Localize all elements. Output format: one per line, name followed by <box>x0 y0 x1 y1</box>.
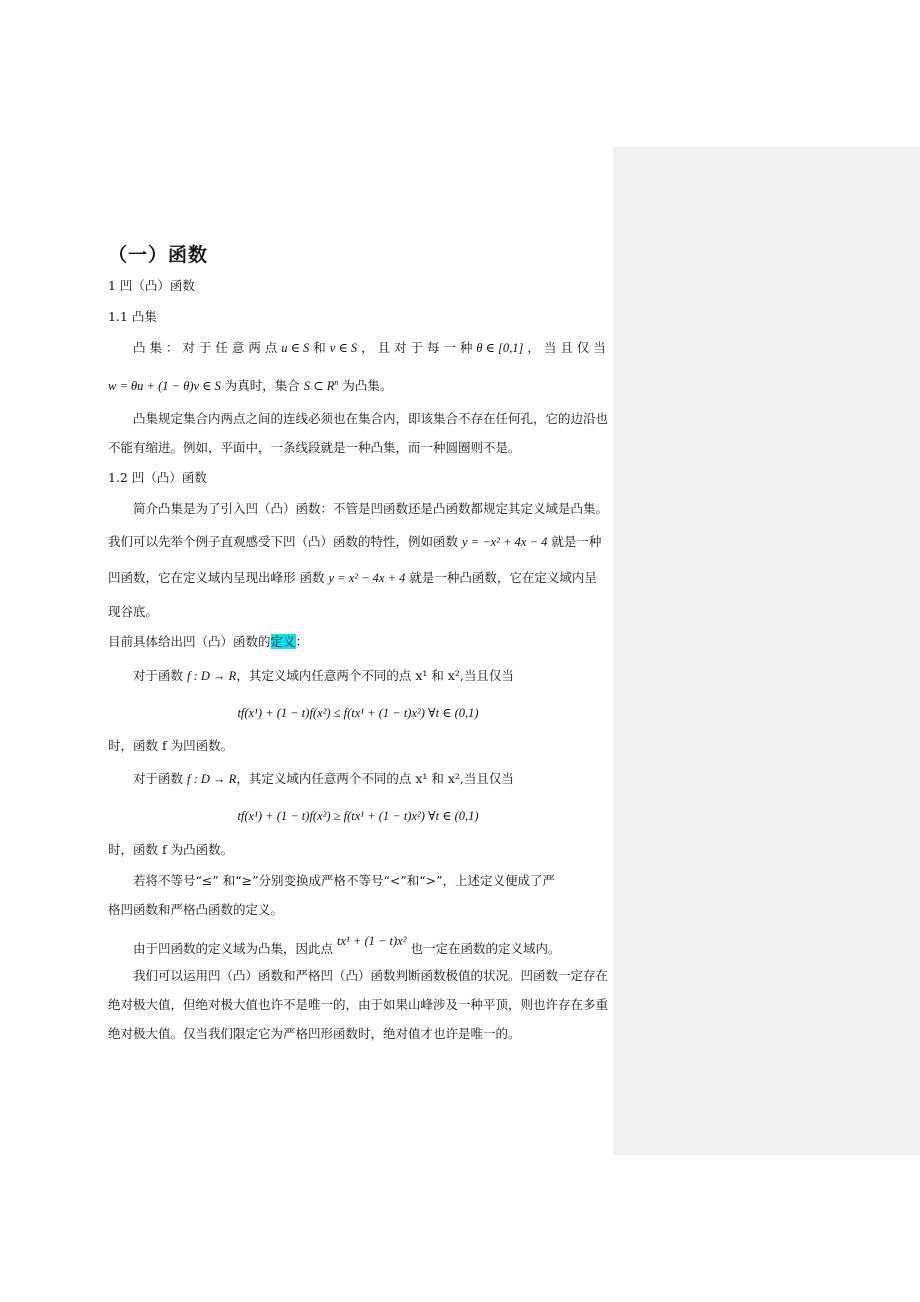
math: tx¹ + (1 − t)x² <box>337 934 407 948</box>
text: 我们可以先举个例子直观感受下凹（凸）函数的特性，例如函数 <box>108 534 459 549</box>
paragraph-line: 绝对极大值，但绝对极大值也许不是唯一的，由于如果山峰涉及一种平顶，则也许存在多重 <box>108 997 609 1012</box>
paragraph-line: 我们可以运用凹（凸）函数和严格凹（凸）函数判断函数极值的状况。凹函数一定存在 <box>133 968 609 983</box>
paragraph-line: 不能有缩进。例如，平面中，一条线段就是一种凸集，而一种圆圈则不是。 <box>108 440 521 455</box>
definition-intro <box>108 633 608 651</box>
text: ： <box>295 634 309 649</box>
comment-margin-pane <box>613 147 920 1155</box>
math: x¹ <box>415 668 428 683</box>
subsection-title: 1.1 凸集 <box>108 309 157 324</box>
math: θ ∈ [0,1] <box>476 341 524 355</box>
math: w = θu + (1 − θ)v ∈ S <box>108 379 221 393</box>
text: 就是一种 <box>551 534 602 549</box>
text: 对于函数 <box>133 668 184 683</box>
math: f : D → R <box>187 772 237 786</box>
convex-set-definition-line-2 <box>108 377 608 395</box>
paragraph-line: 绝对极大值。仅当我们限定它为严格凹形函数时，绝对值才也许是唯一的。 <box>108 1026 521 1041</box>
paragraph-line <box>133 934 608 958</box>
paragraph-line: 若将不等号“≤” 和“≥”分别变换成严格不等号“<”和“>”，上述定义便成了严 <box>133 873 555 888</box>
subsection-title: 1 凹（凸）函数 <box>108 278 195 293</box>
text: 对于函数 <box>133 771 184 786</box>
text: 也一定在函数的定义域内。 <box>410 941 561 956</box>
text: ，其定义域内任意两个不同的点 <box>236 771 412 786</box>
concave-formula: tf(x¹) + (1 − t)f(x²) ≤ f(tx¹ + (1 − t)x²) ∀t ∈ (0,1) <box>237 706 479 720</box>
text: 由于凹函数的定义域为凸集，因此点 <box>133 941 334 956</box>
text: ，其定义域内任意两个不同的点 <box>236 668 412 683</box>
text: ,当且仅当 <box>459 771 514 786</box>
convex-conclusion: 时，函数 f 为凸函数。 <box>108 842 234 857</box>
text: 就是一种凸函数，它在定义域内呈 <box>409 570 597 585</box>
convex-formula: tf(x¹) + (1 − t)f(x²) ≥ f(tx¹ + (1 − t)x²) ∀t ∈ (0,1) <box>237 809 479 823</box>
convex-definition-line <box>133 770 608 788</box>
paragraph-line <box>108 533 608 551</box>
concave-conclusion: 时，函数 f 为凹函数。 <box>108 738 234 753</box>
text: 目前具体给出凹（凸）函数的 <box>108 634 271 649</box>
subsection-title: 1.2 凹（凸）函数 <box>108 470 207 485</box>
highlighted-word[interactable]: 定义 <box>270 634 296 649</box>
text: 和 <box>431 771 444 786</box>
text: 为凸集。 <box>342 378 393 393</box>
text: 和 <box>313 340 326 355</box>
paragraph-line: 凸集规定集合内两点之间的连线必须也在集合内，即该集合不存在任何孔，它的边沿也 <box>133 411 609 426</box>
paragraph-line: 简介凸集是为了引入凹（凸）函数：不管是凹函数还是凸函数都规定其定义域是凸集。 <box>133 501 609 516</box>
text: 凹函数，它在定义域内呈现出峰形 函数 <box>108 570 325 585</box>
math: v ∈ S <box>329 341 358 355</box>
text: ， 当 且 仅 当 <box>527 340 606 355</box>
math: y = x² − 4x + 4 <box>328 571 406 585</box>
math: x² <box>447 771 460 786</box>
math: x¹ <box>415 771 428 786</box>
text: ,当且仅当 <box>459 668 514 683</box>
math: u ∈ S <box>281 341 310 355</box>
math: y = −x² + 4x − 4 <box>462 535 548 549</box>
math: x² <box>447 668 460 683</box>
concave-definition-line <box>133 667 608 685</box>
text: 和 <box>431 668 444 683</box>
text: 为真时，集合 <box>224 378 300 393</box>
section-heading: （一）函数 <box>108 244 209 266</box>
paragraph-line: 格凹函数和严格凸函数的定义。 <box>108 902 284 917</box>
convex-set-definition-line-1 <box>133 339 605 357</box>
math: f : D → R <box>187 669 237 683</box>
paragraph-line <box>108 569 608 587</box>
paragraph-line: 现谷底。 <box>108 604 159 619</box>
math: S ⊂ R <box>303 379 335 393</box>
math-superscript: n <box>334 378 339 387</box>
text: 凸 集 ： 对 于 任 意 两 点 <box>133 340 278 355</box>
text: ， 且 对 于 每 一 种 <box>361 340 473 355</box>
